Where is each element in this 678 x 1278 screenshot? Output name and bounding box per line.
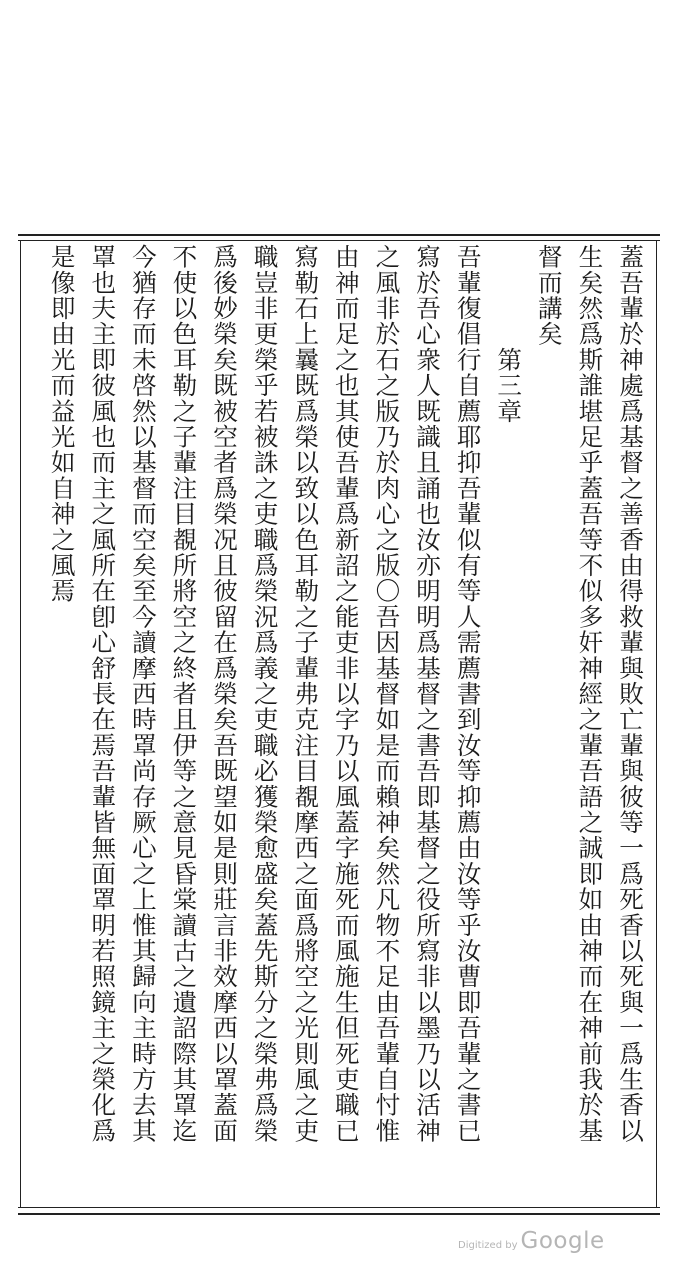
page-frame-bottom-rule: [18, 1213, 660, 1215]
text-column-5: 吾輩復倡行自薦耶抑吾輩似有等人需薦書到汝等抑薦由汝等乎汝曹即吾輩之書已: [453, 244, 483, 1144]
page-frame-bottom-inner-rule: [18, 1207, 660, 1208]
page-frame-top-rule: [18, 234, 660, 236]
text-column-3: 督而講矣: [534, 244, 564, 347]
watermark-prefix: Digitized by: [458, 1240, 518, 1251]
text-column-6: 寫於吾心衆人既識且誦也汝亦明明爲基督之書吾即基督之役所寫非以墨乃以活神: [413, 244, 443, 1144]
google-logo: Google: [520, 1228, 605, 1254]
text-column-1: 蓋吾輩於神處爲基督之善香由得救輩與敗亡輩與彼等一爲死香以死與一爲生香以: [616, 244, 645, 1144]
text-column-8: 由神而足之也其使吾輩爲新詔之能吏非以字乃以風蓋字施死而風施生但死吏職已: [331, 244, 361, 1144]
text-column-2: 生矣然爲斯誰堪足乎蓋吾等不似多奸神經之輩吾語之誠即如由神而在神前我於基: [575, 244, 605, 1144]
chapter-heading: 第三章: [494, 244, 524, 424]
text-column-14: 罩也夫主即彼風也而主之風所在卽心舒長在焉吾輩皆無面罩明若照鏡主之榮化爲: [88, 244, 118, 1144]
page-frame-left-rule: [20, 240, 21, 1208]
vertical-text-body: [30, 238, 650, 1202]
text-column-7: 之風非於石之版乃於肉心之版〇吾因基督如是而賴神矣然凡物不足由吾輩自忖惟: [372, 244, 402, 1144]
page-frame-right-rule: [656, 240, 657, 1208]
digitized-watermark: [458, 1228, 605, 1254]
text-column-11: 爲後妙榮矣既被空者爲榮况且彼留在爲榮矣吾既望如是則莊言非效摩西以罩蓋面: [210, 244, 240, 1144]
text-column-13: 今猶存而未啓然以基督而空矣至今讀摩西時罩尚存厥心之上惟其歸向主時方去其: [128, 244, 158, 1144]
text-column-12: 不使以色耳勒之子輩注目覩所將空之終者且伊等之意見昏棠讀古之遺詔際其罩迄: [169, 244, 199, 1144]
text-column-15: 是像即由光而益光如自神之風焉: [47, 244, 77, 604]
text-column-10: 職豈非更榮乎若被誅之吏職爲榮況爲義之吏職必獲榮愈盛矣蓋先斯分之榮弗爲榮: [250, 244, 280, 1144]
text-column-9: 寫勒石上曩既爲榮以致以色耳勒之子輩弗克注目覩摩西之面爲將空之光則風之吏: [291, 244, 321, 1144]
